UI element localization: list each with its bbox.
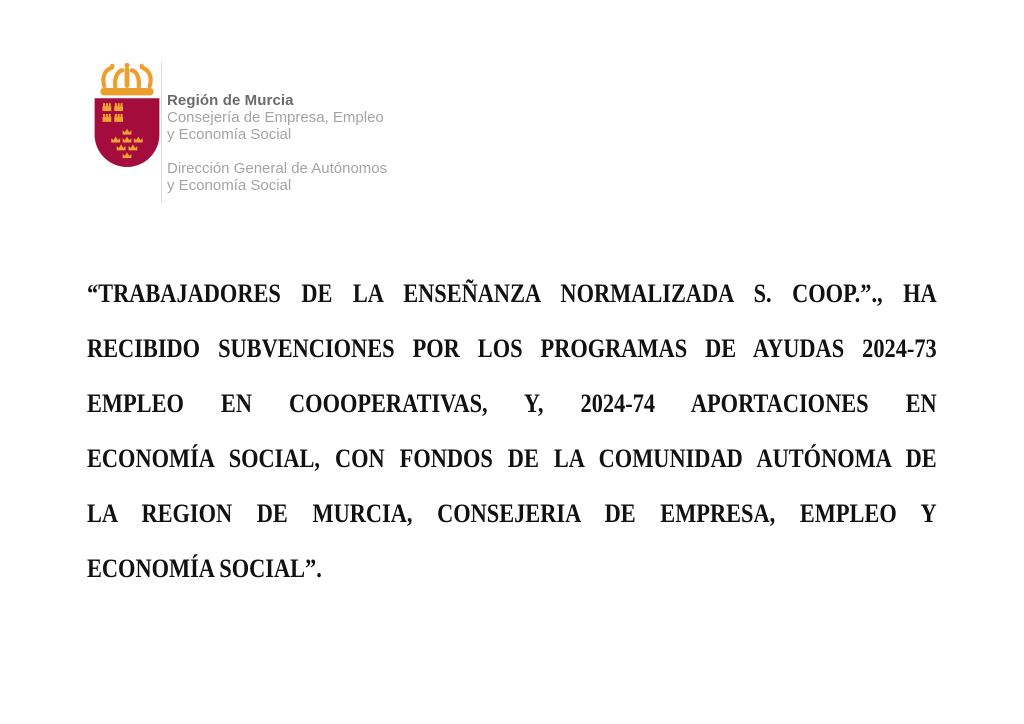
department-block [167,160,497,194]
body-line-1: “TRABAJADORES DE LA ENSEÑANZA NORMALIZADA S. COOP.”., HA [87,279,937,308]
body-line-5: LA REGION DE MURCIA, CONSEJERIA DE EMPRESA, EMPLEO Y [87,499,937,528]
body-paragraph [87,266,937,596]
body-line-3: EMPLEO EN COOOPERATIVAS, Y, 2024-74 APORTACIONES EN [87,389,937,418]
letterhead-divider [161,62,162,203]
dept-line2: y Economía Social [167,177,292,194]
body-paragraph-inner [87,266,937,596]
crown-icon [100,63,153,95]
org-title: Región de Murcia [167,92,294,109]
murcia-coat-of-arms-icon [93,60,161,168]
body-line-2: RECIBIDO SUBVENCIONES POR LOS PROGRAMAS DE AYUDAS 2024-73 [87,334,937,363]
dept-line1: Dirección General de Autónomos [167,160,388,177]
org-subtitle-line1: Consejería de Empresa, Empleo [167,109,384,126]
body-line-4: ECONOMÍA SOCIAL, CON FONDOS DE LA COMUNIDAD AUTÓNOMA DE [87,444,937,473]
body-line-6: ECONOMÍA SOCIAL”. [87,554,322,583]
letterhead-text [167,92,497,194]
org-subtitle-line2: y Economía Social [167,126,292,143]
